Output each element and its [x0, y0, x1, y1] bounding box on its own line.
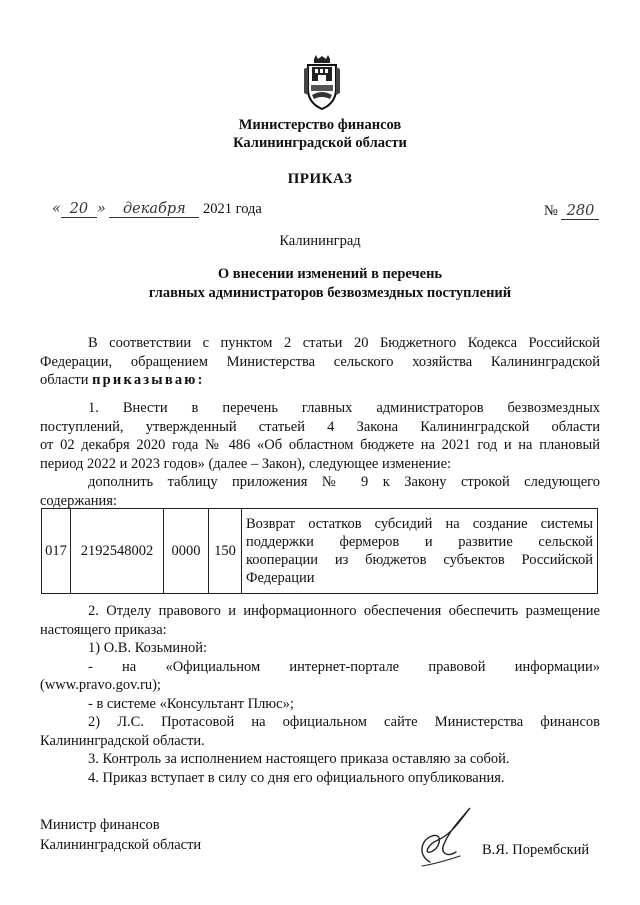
paragraph-2 [40, 602, 600, 787]
order-date [52, 201, 262, 218]
desc-line: поддержки фермеров и развитие сельской [246, 534, 593, 550]
date-month: декабря [109, 202, 199, 218]
paragraph-line: - на «Официальном интернет-портале правовой информации» [88, 658, 600, 675]
date-open-quote: « [52, 201, 61, 217]
signatory-position [40, 815, 201, 855]
budget-code-table [41, 508, 598, 594]
city: Калининград [279, 233, 361, 249]
prikazyvayu-text: приказываю: [92, 372, 205, 388]
intro-prefix: области [40, 372, 89, 388]
order-number [544, 203, 599, 220]
number-value: 280 [561, 204, 599, 220]
paragraph-1 [40, 399, 600, 510]
paragraph-line: поступлений, утвержденный статьей 4 Закона Калининградской области [40, 418, 600, 435]
table-cell-kosgu: 150 [209, 509, 242, 594]
date-close-quote: » [96, 201, 106, 217]
ministry-line-2: Калининградской области [233, 135, 407, 151]
coat-of-arms-icon [300, 55, 344, 111]
order-subject [60, 265, 600, 303]
paragraph-line: 4. Приказ вступает в силу со дня его официального опубликования. [88, 769, 505, 786]
paragraph-line: 1) О.В. Козьминой: [88, 640, 207, 656]
paragraph-line: Калининградской области. [40, 732, 205, 749]
paragraph-line: 3. Контроль за исполнением настоящего приказа оставляю за собой. [88, 751, 510, 767]
desc-line: кооперации из бюджетов субъектов Российской [246, 552, 593, 568]
desc-line: Федерации [246, 570, 315, 586]
position-line-2: Калининградской области [40, 837, 202, 853]
intro-paragraph [40, 334, 600, 390]
handwritten-signature [400, 800, 480, 870]
position-line-1: Министр финансов [40, 817, 160, 833]
paragraph-line: (www.pravo.gov.ru); [40, 677, 161, 693]
doc-type-title: ПРИКАЗ [287, 171, 353, 187]
table-cell-description [242, 509, 598, 594]
date-year: 2021 года [203, 201, 262, 217]
date-day: 20 [61, 202, 97, 218]
intro-line: Федерации, обращением Министерства сельского хозяйства Калининградской [40, 353, 600, 370]
paragraph-line: период 2022 и 2023 годов» (далее – Закон), следующее изменение: [40, 455, 452, 472]
subject-line-1: О внесении изменений в перечень [217, 266, 443, 282]
number-prefix: № [544, 203, 558, 219]
table-cell-kbk-main: 2192548002 [71, 509, 164, 594]
paragraph-line: от 02 декабря 2020 года № 486 «Об областном бюджете на 2021 год и на плановый [40, 437, 600, 453]
ministry-line-1: Министерство финансов [238, 117, 402, 133]
paragraph-line: 2) Л.С. Протасовой на официальном сайте Министерства финансов [88, 714, 600, 730]
table-cell-admin-code: 017 [42, 509, 71, 594]
paragraph-line: содержания: [40, 492, 118, 509]
subject-line-2: главных администраторов безвозмездных поступлений [148, 285, 512, 301]
table-cell-program: 0000 [164, 509, 209, 594]
paragraph-line: - в системе «Консультант Плюс»; [88, 695, 294, 712]
paragraph-line: 1. Внести в перечень главных администраторов безвозмездных [88, 400, 600, 416]
ministry-header [0, 116, 640, 152]
paragraph-line: 2. Отделу правового и информационного обеспечения обеспечить размещение [88, 603, 600, 619]
intro-line [40, 371, 600, 390]
signatory-name: В.Я. Порембский [482, 842, 590, 858]
desc-line: Возврат остатков субсидий на создание системы [246, 516, 593, 532]
table-row [42, 509, 598, 594]
intro-line: В соответствии с пунктом 2 статьи 20 Бюджетного Кодекса Российской [88, 335, 600, 351]
paragraph-line: дополнить таблицу приложения № 9 к Закону строкой следующего [88, 474, 600, 490]
paragraph-line: настоящего приказа: [40, 621, 167, 638]
